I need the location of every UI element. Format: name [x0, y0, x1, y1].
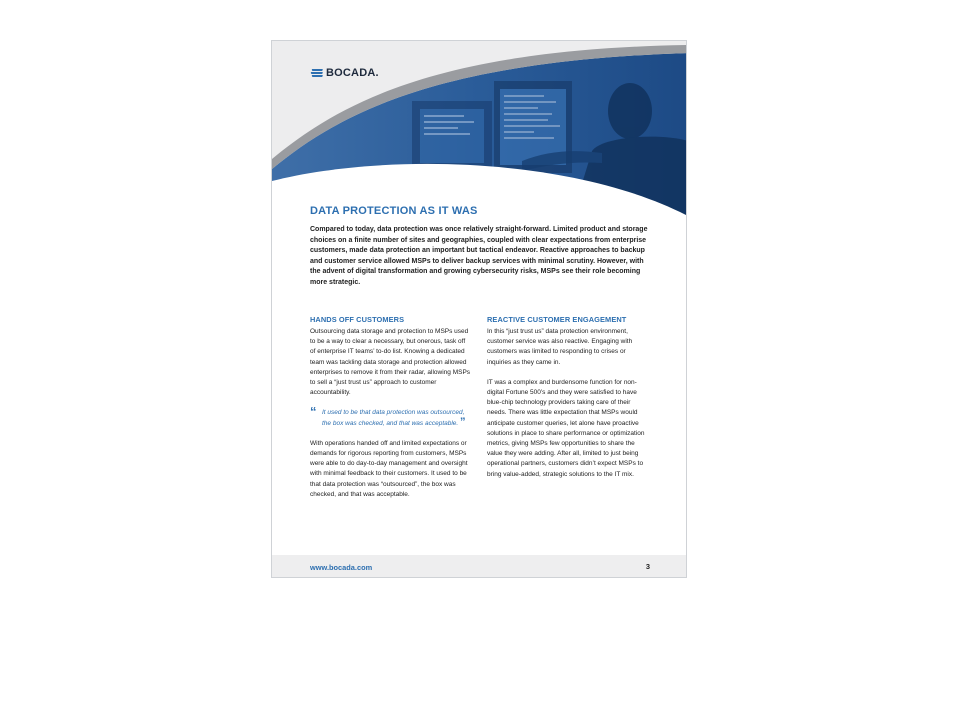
page-number: 3 [645, 562, 650, 571]
pull-quote [310, 404, 472, 428]
right-paragraph-1: In this “just trust us” data protection environment, customer service was also reactive. Engaging with customers was limited to responding to crises or inquiries as they came in. [487, 328, 633, 366]
page-footer [272, 555, 687, 578]
document-page [271, 40, 687, 578]
left-paragraph-2: With operations handed off and limited expectations or demands for rigorous reporting from customers, MSPs were able to do day-to-day management and oversight with minimal feedback to their customers. It used to be that data protection was “outsourced”, the box was checked, and that was acceptable. [310, 439, 468, 498]
logo-text: BOCADA. [326, 67, 379, 79]
bocada-logo-mark-icon [310, 68, 324, 78]
pull-quote-text: It used to be that data protection was outsourced, the box was checked, and that was acceptable. [322, 409, 465, 427]
bocada-logo [310, 67, 379, 79]
close-quote-icon: ” [460, 415, 466, 428]
left-paragraph-1: Outsourcing data storage and protection to MSPs used to be a way to clear a necessary, but onerous, task off of enterprise IT teams’ to-do list. Knowing a dedicated team was tackling data storage and protection allowed enterprises to remove it from their radar, allowing MSPs to sell a “just trust us” approach to customer accountability. [310, 328, 471, 397]
right-heading: REACTIVE CUSTOMER ENGAGEMENT [487, 315, 627, 324]
intro-paragraph: Compared to today, data protection was once relatively straight-forward. Limited product and storage choices on a finite number of sites and geographies, coupled with clear expectations from enterprise customers, made data protection an important but tactical endeavor. Reactive approaches to backup and customer service allowed MSPs to deliver backup services with minimal scrutiny. However, with the advent of digital transformation and growing cybersecurity risks, MSPs see their role becoming more strategic. [310, 226, 648, 286]
right-paragraph-2: IT was a complex and burdensome function for non-digital Fortune 500’s and they were satisfied to have blue-chip technology providers taking care of their needs. There was little expectation that MSPs would anticipate customer queries, let alone have proactive solutions in place to share performance or optimization metrics, giving MSPs few opportunities to share the value they were adding. After all, limited to just being operational partners, customers didn’t expect MSPs to bring value-added, strategic solutions to the IT mix. [487, 378, 645, 478]
left-heading: HANDS OFF CUSTOMERS [310, 315, 405, 324]
right-column [487, 315, 649, 490]
section-title: DATA PROTECTION AS IT WAS [310, 205, 478, 217]
footer-url-link[interactable]: www.bocada.com [310, 563, 373, 572]
open-quote-icon: “ [310, 404, 317, 420]
left-column [310, 315, 472, 510]
